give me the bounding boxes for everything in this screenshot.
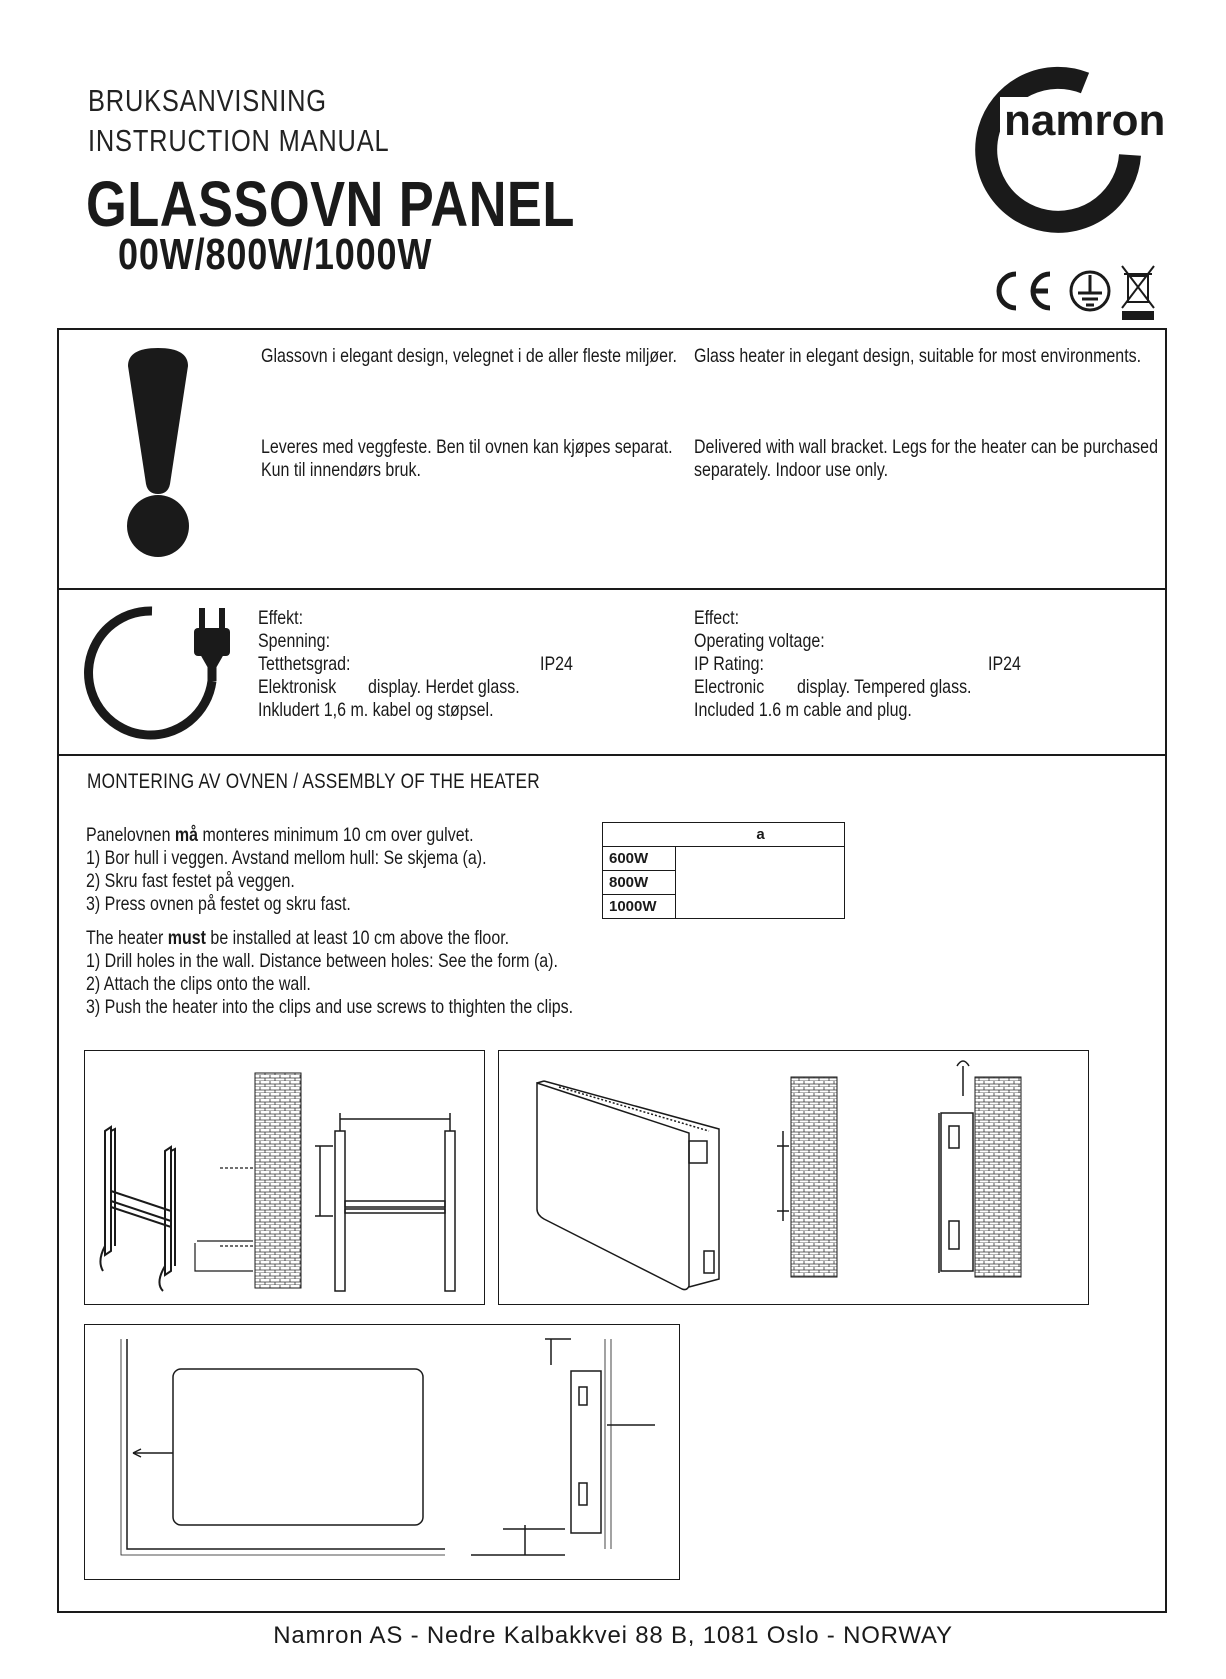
spec-no-display-b: display. Herdet glass. [368, 676, 520, 698]
assembly-no-step1: 1) Bor hull i veggen. Avstand mellom hull: Se skjema (a). [86, 847, 487, 869]
ground-symbol-icon [1071, 272, 1109, 310]
table-row-label: 1000W [603, 895, 676, 919]
table-cell [676, 847, 845, 871]
table-cell [676, 895, 845, 919]
hole-spacing-table [602, 822, 845, 919]
warning-exclamation-icon [120, 346, 200, 561]
page-title: GLASSOVN PANEL [86, 168, 575, 240]
diagram-bracket [84, 1050, 485, 1305]
table-cell [676, 871, 845, 895]
spec-en-display-a: Electronic [694, 676, 765, 698]
intro-en-line1: Glass heater in elegant design, suitable for most environments. [694, 345, 1142, 367]
intro-en-line3: separately. Indoor use only. [694, 459, 889, 481]
assembly-no-intro: Panelovnen må monteres minimum 10 cm over gulvet. [86, 824, 474, 846]
spec-en-effect: Effect: [694, 607, 740, 629]
spec-en-display-b: display. Tempered glass. [797, 676, 972, 698]
spec-en-voltage: Operating voltage: [694, 630, 825, 652]
diagram-clearances [84, 1324, 680, 1580]
namron-logo [960, 55, 1166, 235]
spec-no-effect: Effekt: [258, 607, 304, 629]
assembly-en-intro: The heater must be installed at least 10 cm above the floor. [86, 927, 510, 949]
spec-no-ip-label: Tetthetsgrad: [258, 653, 351, 675]
spec-no-display-a: Elektronisk [258, 676, 337, 698]
assembly-en-step3: 3) Push the heater into the clips and use screws to thighten the clips. [86, 996, 574, 1018]
assembly-en-step2: 2) Attach the clips onto the wall. [86, 973, 311, 995]
intro-no-line1: Glassovn i elegant design, velegnet i de aller fleste miljøer. [261, 345, 677, 367]
certification-marks [990, 262, 1170, 322]
weee-bin-icon [1122, 266, 1154, 319]
assembly-no-step3: 3) Press ovnen på festet og skru fast. [86, 893, 351, 915]
divider-1 [57, 588, 1167, 590]
intro-no-line3: Kun til innendørs bruk. [261, 459, 421, 481]
table-row-label: 800W [603, 871, 676, 895]
footer-address: Namron AS - Nedre Kalbakkvei 88 B, 1081 Oslo - NORWAY [273, 1622, 953, 1649]
diagram-mounting [498, 1050, 1089, 1305]
table-row-label: 600W [603, 847, 676, 871]
subtitle-norwegian: BRUKSANVISNING [88, 83, 327, 118]
logo-text: namron [1000, 97, 1169, 145]
power-plug-icon [82, 606, 232, 746]
spec-no-voltage: Spenning: [258, 630, 331, 652]
intro-en-line2: Delivered with wall bracket. Legs for the heater can be purchased [694, 436, 1158, 458]
spec-en-cable: Included 1.6 m cable and plug. [694, 699, 912, 721]
spec-no-cable: Inkludert 1,6 m. kabel og støpsel. [258, 699, 494, 721]
table-header-a: a [603, 823, 845, 847]
ce-mark-icon [999, 274, 1050, 308]
spec-en-ip-value: IP24 [988, 653, 1021, 675]
wattage-title: 00W/800W/1000W [118, 230, 433, 279]
assembly-no-step2: 2) Skru fast festet på veggen. [86, 870, 295, 892]
intro-no-line2: Leveres med veggfeste. Ben til ovnen kan kjøpes separat. [261, 436, 673, 458]
assembly-en-step1: 1) Drill holes in the wall. Distance between holes: See the form (a). [86, 950, 558, 972]
spec-no-ip-value: IP24 [540, 653, 573, 675]
spec-en-ip-label: IP Rating: [694, 653, 764, 675]
subtitle-english: INSTRUCTION MANUAL [88, 123, 390, 158]
assembly-heading: MONTERING AV OVNEN / ASSEMBLY OF THE HEATER [87, 770, 540, 793]
divider-2 [57, 754, 1167, 756]
